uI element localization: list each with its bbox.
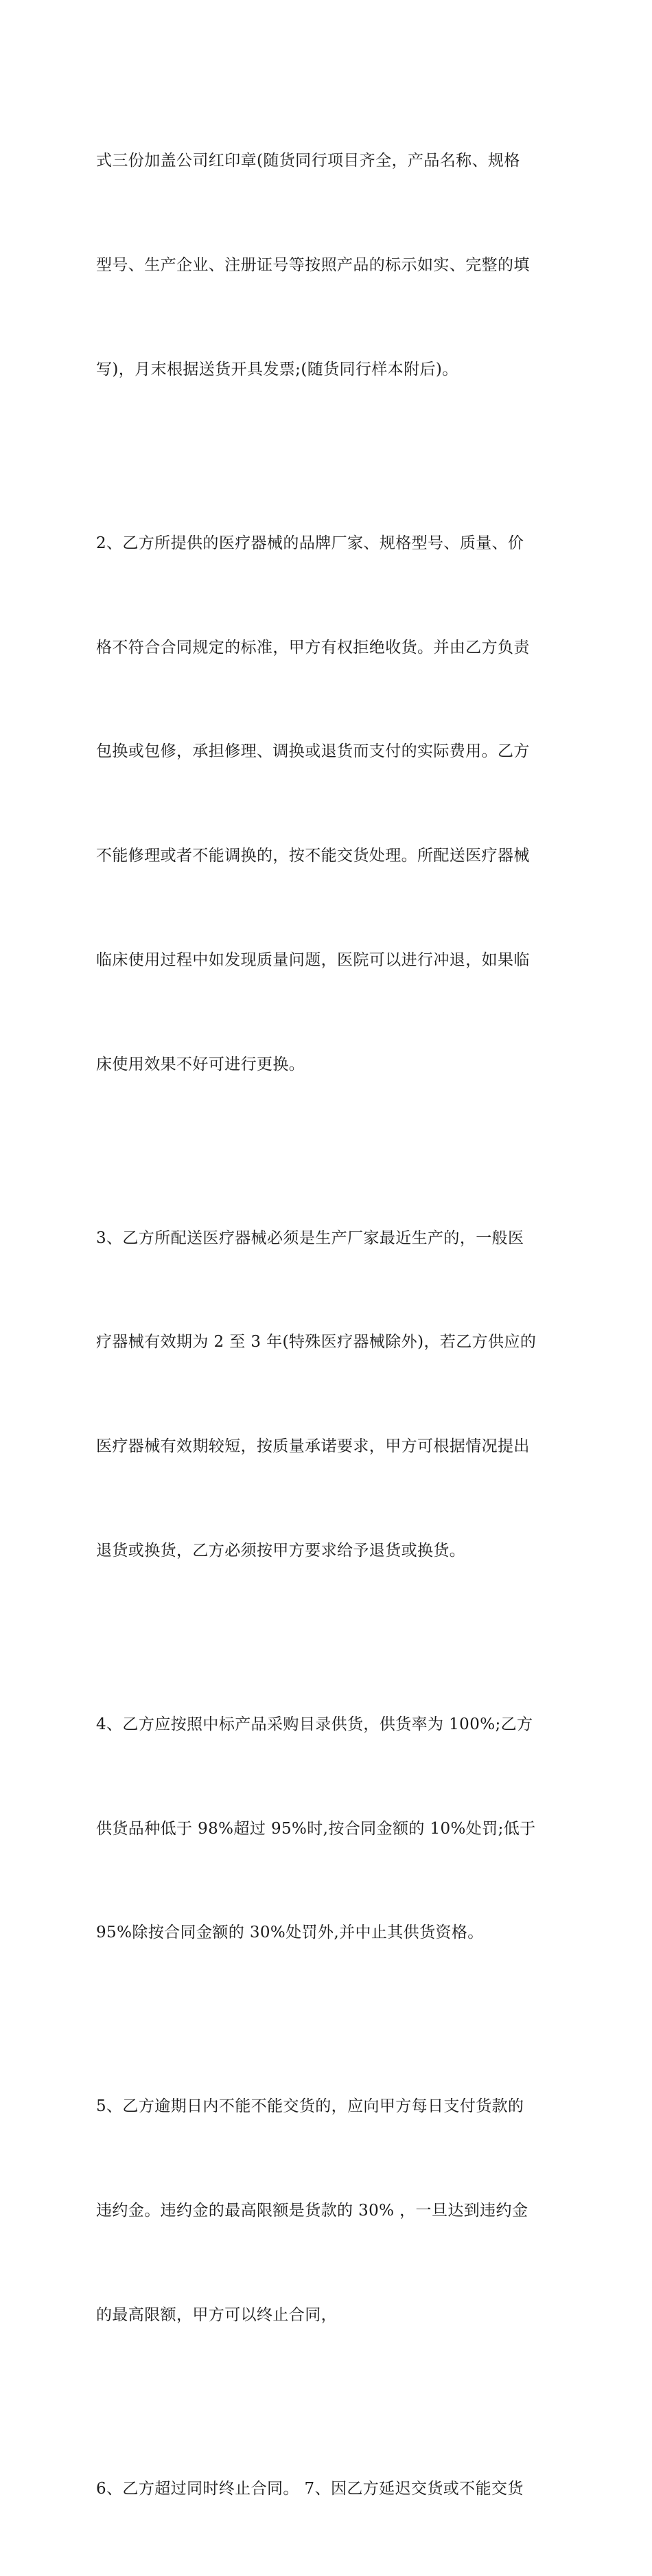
text-line: 式三份加盖公司红印章(随货同行项目齐全，产品名称、规格 xyxy=(96,152,520,170)
text-line: 格不符合合同规定的标准，甲方有权拒绝收货。并由乙方负责 xyxy=(96,638,530,657)
text-line: 包换或包修，承担修理、调换或退货而支付的实际费用。乙方 xyxy=(96,742,530,761)
text-line: 不能修理或者不能调换的，按不能交货处理。所配送医疗器械 xyxy=(96,847,530,865)
text-line: 的最高限额，甲方可以终止合同， xyxy=(96,2306,337,2324)
paragraph-4 xyxy=(96,1638,563,2020)
text-line: 4、乙方应按照中标产品采购目录供货，供货率为 100%;乙方 xyxy=(96,1715,533,1733)
paragraph-6 xyxy=(96,2402,563,2576)
text-line: 退货或换货，乙方必须按甲方要求给予退货或换货。 xyxy=(96,1541,466,1560)
text-line: 疗器械有效期为 2 至 3 年(特殊医疗器械除外)，若乙方供应的 xyxy=(96,1333,537,1352)
text-line: 写)，月末根据送货开具发票;(随货同行样本附后)。 xyxy=(96,360,458,378)
text-line: 型号、生产企业、注册证号等按照产品的标示如实、完整的填 xyxy=(96,255,530,274)
text-line: 临床使用过程中如发现质量问题，医院可以进行冲退，如果临 xyxy=(96,950,530,969)
text-line: 5、乙方逾期日内不能不能交货的，应向甲方每日支付货款的 xyxy=(96,2097,524,2116)
text-line: 医疗器械有效期较短，按质量承诺要求，甲方可根据情况提出 xyxy=(96,1437,530,1456)
text-line: 床使用效果不好可进行更换。 xyxy=(96,1055,305,1073)
paragraph-1 xyxy=(96,74,563,457)
text-line: 违约金。违约金的最高限额是货款的 30% ，一旦达到违约金 xyxy=(96,2202,528,2220)
document-body xyxy=(96,74,563,2576)
text-line: 6、乙方超过同时终止合同。 7、因乙方延迟交货或不能交货 xyxy=(96,2479,524,2498)
text-line: 2、乙方所提供的医疗器械的品牌厂家、规格型号、质量、价 xyxy=(96,534,524,552)
text-line: 3、乙方所配送医疗器械必须是生产厂家最近生产的，一般医 xyxy=(96,1229,524,1247)
paragraph-5 xyxy=(96,2020,563,2402)
text-line: 95%除按合同金额的 30%处罚外,并中止其供货资格。 xyxy=(96,1924,484,1942)
paragraph-3 xyxy=(96,1151,563,1637)
text-line: 供货品种低于 98%超过 95%时,按合同金额的 10%处罚;低于 xyxy=(96,1819,536,1838)
paragraph-2 xyxy=(96,457,563,1152)
